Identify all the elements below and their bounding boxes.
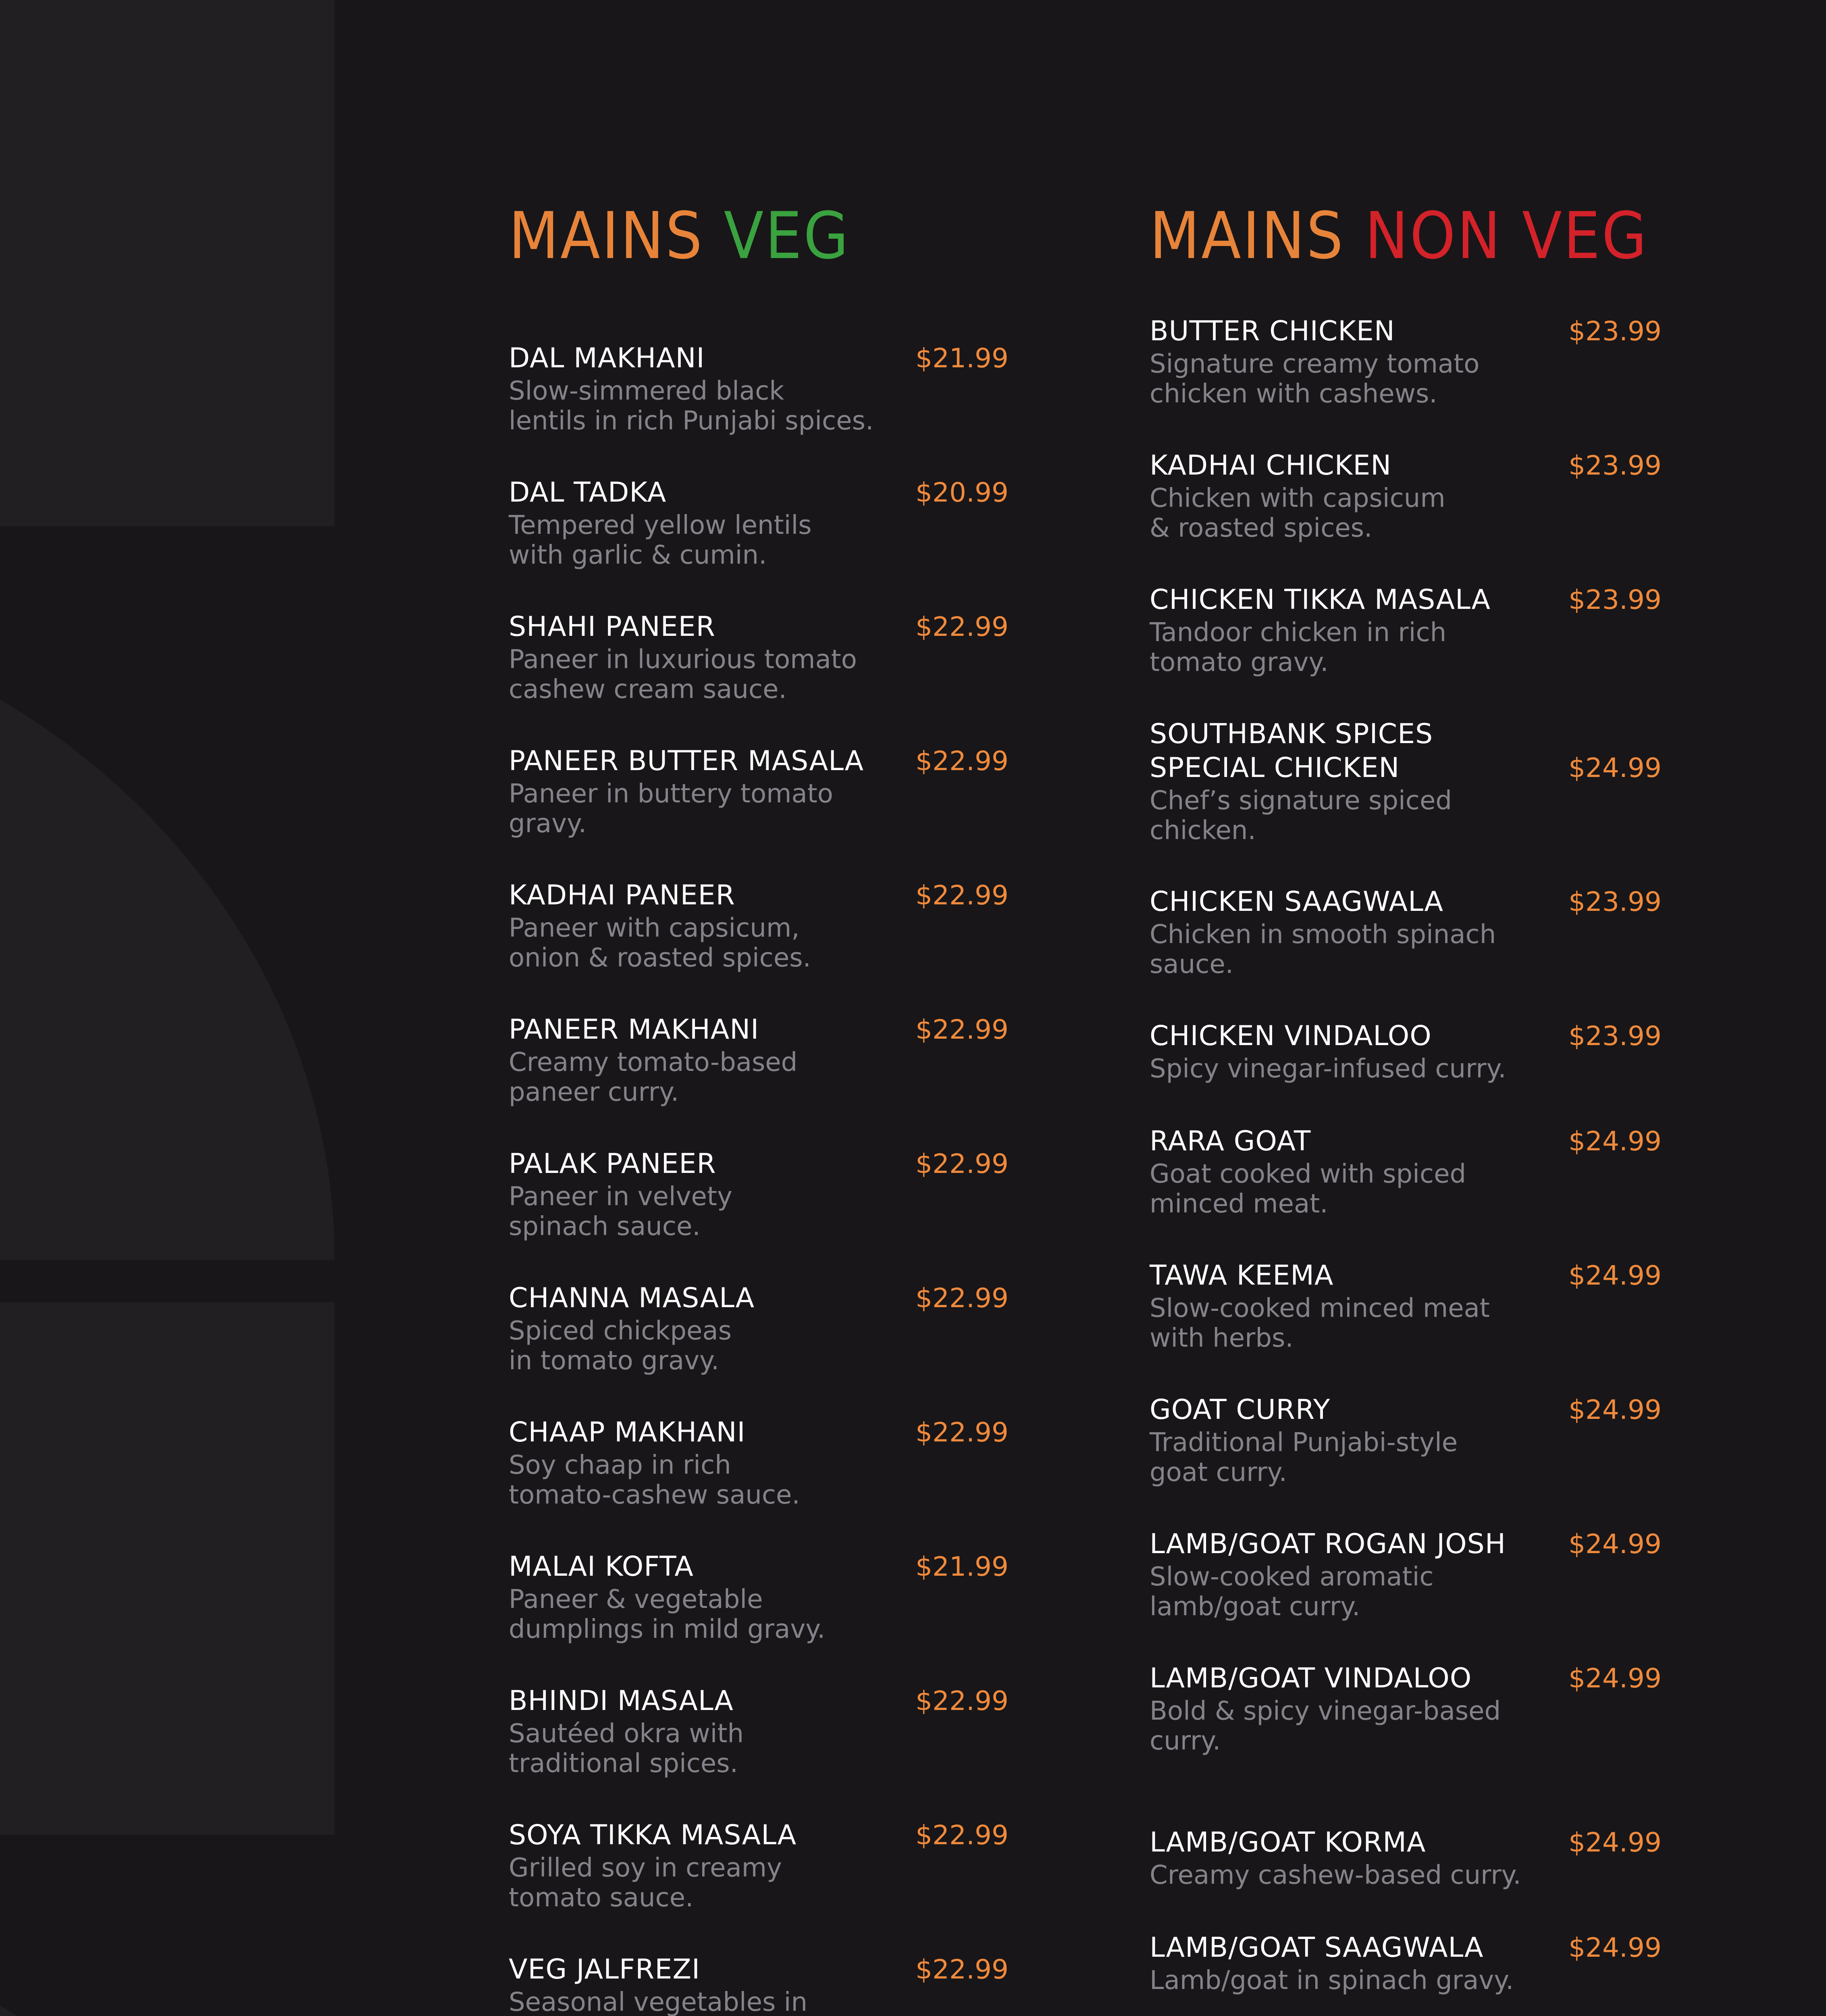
dish-name [509, 1281, 755, 1315]
dish-name-line: CHANNA MASALA [509, 1282, 755, 1314]
dish-name-line: LAMB/GOAT SAAGWALA [1150, 1932, 1484, 1964]
dish-description-line: Seasonal vegetables in [509, 1987, 807, 2016]
dish-description [1150, 1860, 1521, 1890]
dish-description [509, 510, 812, 570]
dish-description-line: Slow-cooked aromatic [1150, 1562, 1434, 1592]
dish-description-line: spinach sauce. [509, 1212, 701, 1241]
dish-price: $20.99 [915, 477, 1009, 508]
dish-name [1150, 1393, 1330, 1427]
dish-price: $22.99 [915, 1820, 1009, 1851]
dish-description [509, 645, 857, 704]
dish-description-line: Creamy cashew-based curry. [1150, 1860, 1521, 1890]
dish-name [509, 1550, 694, 1584]
dish-description [1150, 1159, 1466, 1219]
dish-description-line: tomato gravy. [1150, 648, 1329, 677]
veg-heading-veg: VEG [724, 198, 850, 273]
dish-description-line: Tandoor chicken in rich [1150, 618, 1447, 648]
dish-description-line: onion & roasted spices. [509, 943, 811, 973]
dish-price: $24.99 [1568, 1126, 1662, 1157]
dish-description [509, 1585, 825, 1644]
dish-description-line: Traditional Punjabi-style [1150, 1428, 1458, 1458]
dish-name [509, 1416, 746, 1450]
dish-name [509, 1818, 797, 1852]
dish-description [1150, 920, 1496, 979]
dish-price: $24.99 [1568, 1827, 1662, 1858]
dish-name [509, 476, 666, 510]
dish-description-line: dumplings in mild gravy. [509, 1614, 826, 1644]
dish-description-line: Creamy tomato-based [509, 1048, 798, 1077]
dish-name [1150, 583, 1491, 617]
dish-name-line: GOAT CURRY [1150, 1394, 1331, 1426]
dish-name-line: SPECIAL CHICKEN [1150, 752, 1400, 784]
dish-description [509, 1048, 797, 1107]
dish-price: $24.99 [1568, 1529, 1662, 1560]
dish-name-line: MALAI KOFTA [509, 1551, 694, 1583]
dish-description-line: Paneer with capsicum, [509, 913, 800, 943]
dish-name-line: LAMB/GOAT VINDALOO [1150, 1662, 1472, 1694]
dish-description-line: Lamb/goat in spinach gravy. [1150, 1966, 1514, 1995]
dish-description-line: & roasted spices. [1150, 513, 1373, 543]
dish-name-line: VEG JALFREZI [509, 1954, 701, 1985]
dish-price: $23.99 [1568, 316, 1662, 347]
nonveg-heading-nonveg: NON VEG [1364, 198, 1649, 273]
dish-name [1150, 1931, 1483, 1965]
dish-name [1150, 1019, 1432, 1053]
dish-description [509, 1853, 782, 1913]
nonveg-heading-mains: MAINS [1150, 198, 1345, 273]
dish-description-line: traditional spices. [509, 1749, 738, 1779]
veg-heading-mains: MAINS [509, 198, 704, 273]
dish-name-line: SOYA TIKKA MASALA [509, 1819, 797, 1851]
dish-name [1150, 885, 1443, 919]
decor-block-top [0, 0, 335, 526]
decorative-background [0, 0, 335, 2016]
dish-description-line: tomato-cashew sauce. [509, 1480, 800, 1510]
dish-name-line: SHAHI PANEER [509, 611, 715, 643]
dish-description [509, 1450, 800, 1510]
dish-name [1150, 1527, 1506, 1561]
dish-name-line: KADHAI PANEER [509, 879, 735, 911]
dish-description-line: paneer curry. [509, 1077, 679, 1107]
dish-name-line: DAL TADKA [509, 477, 667, 508]
dish-description-line: cashew cream sauce. [509, 675, 787, 704]
dish-description [1150, 349, 1479, 409]
dish-description-line: Paneer & vegetable [509, 1585, 763, 1614]
dish-price: $21.99 [915, 343, 1009, 374]
dish-description-line: Sautéed okra with [509, 1719, 744, 1749]
dish-name [509, 879, 735, 912]
dish-name [1150, 449, 1391, 483]
dish-name [509, 1147, 716, 1181]
dish-description-line: lamb/goat curry. [1150, 1592, 1360, 1622]
dish-name-line: CHICKEN SAAGWALA [1150, 886, 1444, 918]
dish-name-line: PANEER BUTTER MASALA [509, 745, 864, 777]
decor-arch-lower [0, 1899, 335, 2016]
dish-name-line: BUTTER CHICKEN [1150, 315, 1395, 347]
dish-description [509, 913, 811, 973]
dish-name-line: TAWA KEEMA [1150, 1260, 1334, 1291]
dish-price: $24.99 [1568, 1260, 1662, 1291]
dish-description-line: Signature creamy tomato [1150, 349, 1480, 379]
dish-description-line: Paneer in velvety [509, 1182, 732, 1212]
dish-price: $22.99 [915, 1417, 1009, 1448]
dish-description-line: Chicken with capsicum [1150, 483, 1445, 513]
dish-name-line: SOUTHBANK SPICES [1150, 718, 1433, 750]
dish-description-line: Bold & spicy vinegar-based [1150, 1696, 1501, 1726]
dish-name [509, 1013, 759, 1047]
dish-price: $22.99 [915, 746, 1009, 777]
dish-name [1150, 314, 1395, 348]
dish-description-line: Soy chaap in rich [509, 1450, 731, 1480]
dish-description [1150, 483, 1445, 543]
dish-description-line: with herbs. [1150, 1323, 1294, 1353]
dish-name [1150, 1125, 1311, 1158]
dish-price: $21.99 [915, 1551, 1009, 1582]
dish-price: $23.99 [1568, 450, 1662, 481]
decor-arch-upper [0, 591, 335, 1260]
dish-name-line: LAMB/GOAT KORMA [1150, 1826, 1426, 1858]
dish-description-line: chicken with cashews. [1150, 379, 1437, 409]
dish-name-line: RARA GOAT [1150, 1125, 1311, 1157]
dish-description-line: Slow-simmered black [509, 376, 784, 406]
dish-description-line: Paneer in luxurious tomato [509, 645, 857, 675]
dish-description-line: sauce. [1150, 950, 1234, 979]
dish-description-line: Slow-cooked minced meat [1150, 1293, 1490, 1323]
dish-price: $23.99 [1568, 1020, 1662, 1052]
dish-description-line: Spiced chickpeas [509, 1316, 732, 1346]
dish-price: $23.99 [1568, 886, 1662, 917]
dish-description [509, 1987, 852, 2016]
dish-name [509, 744, 864, 778]
decor-block-middle [0, 1302, 335, 1835]
dish-name-line: PANEER MAKHANI [509, 1014, 759, 1045]
dish-description [1150, 786, 1452, 846]
dish-name [509, 610, 715, 644]
dish-description [1150, 1428, 1458, 1487]
dish-description [509, 1719, 744, 1779]
dish-description-line: in tomato gravy. [509, 1346, 720, 1376]
dish-description-line: Paneer in buttery tomato [509, 779, 833, 809]
dish-name-line: LAMB/GOAT ROGAN JOSH [1150, 1528, 1506, 1560]
dish-description-line: chicken. [1150, 816, 1256, 846]
dish-price: $22.99 [915, 1685, 1009, 1716]
dish-name-line: KADHAI CHICKEN [1150, 450, 1392, 481]
dish-name [509, 342, 705, 375]
dish-price: $24.99 [1568, 1663, 1662, 1694]
dish-price: $24.99 [1568, 1394, 1662, 1425]
dish-name-line: CHAAP MAKHANI [509, 1416, 746, 1448]
dish-description-line: goat curry. [1150, 1458, 1287, 1487]
dish-price: $24.99 [1568, 752, 1662, 783]
dish-description [1150, 1966, 1514, 1995]
veg-menu-list [509, 0, 1009, 2016]
dish-description [509, 376, 873, 436]
dish-description [1150, 1696, 1501, 1756]
dish-description-line: curry. [1150, 1726, 1221, 1756]
dish-name-line: CHICKEN TIKKA MASALA [1150, 584, 1491, 616]
dish-description-line: gravy. [509, 809, 587, 839]
dish-name [1150, 1662, 1472, 1695]
dish-description-line: Chef’s signature spiced [1150, 786, 1452, 816]
dish-description-line: tomato sauce. [509, 1883, 694, 1913]
dish-price: $22.99 [915, 1954, 1009, 1985]
dish-description [1150, 1054, 1506, 1084]
dish-description-line: Spicy vinegar-infused curry. [1150, 1054, 1506, 1084]
dish-description-line: Tempered yellow lentils [509, 510, 812, 540]
dish-name [1150, 717, 1433, 785]
dish-name [1150, 1826, 1426, 1860]
dish-price: $22.99 [915, 611, 1009, 642]
dish-price: $22.99 [915, 1148, 1009, 1179]
dish-price: $22.99 [915, 1014, 1009, 1045]
dish-description [509, 1182, 732, 1241]
dish-description-line: minced meat. [1150, 1189, 1328, 1219]
dish-description [1150, 1293, 1490, 1353]
dish-price: $23.99 [1568, 584, 1662, 615]
dish-description-line: with garlic & cumin. [509, 540, 767, 570]
dish-price: $22.99 [915, 1283, 1009, 1314]
nonveg-menu-list [1150, 0, 1662, 2016]
dish-name-line: CHICKEN VINDALOO [1150, 1020, 1432, 1052]
dish-description [509, 1316, 732, 1376]
dish-price: $22.99 [915, 880, 1009, 911]
dish-description [1150, 1562, 1434, 1622]
dish-name-line: DAL MAKHANI [509, 342, 705, 374]
dish-price: $24.99 [1568, 1932, 1662, 1963]
dish-description-line: Grilled soy in creamy [509, 1853, 782, 1883]
dish-description [1150, 618, 1446, 677]
dish-description-line: Chicken in smooth spinach [1150, 920, 1496, 950]
dish-description-line: lentils in rich Punjabi spices. [509, 406, 874, 436]
dish-name [509, 1684, 734, 1718]
dish-name-line: PALAK PANEER [509, 1148, 716, 1180]
dish-name-line: BHINDI MASALA [509, 1685, 734, 1717]
dish-description-line: Goat cooked with spiced [1150, 1159, 1466, 1189]
dish-name [509, 1953, 700, 1987]
dish-description [509, 779, 833, 839]
dish-name [1150, 1259, 1333, 1293]
